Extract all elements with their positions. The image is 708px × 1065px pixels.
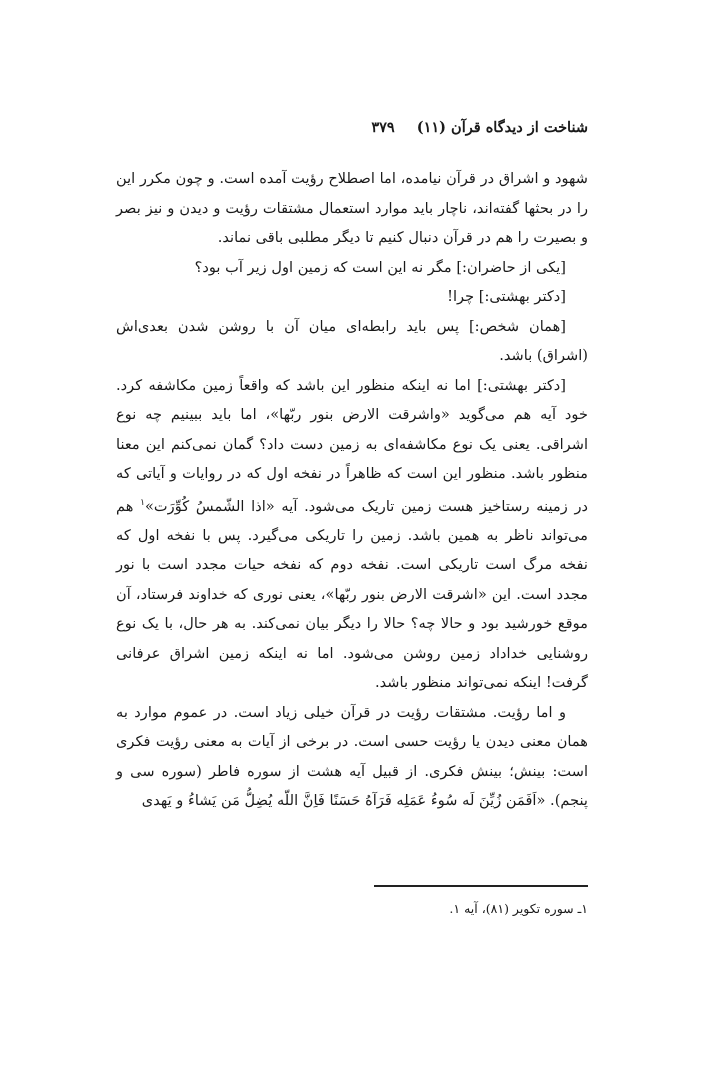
running-head-title: شناخت از دیدگاه قرآن (۱۱)	[416, 118, 588, 136]
footnote: ۱ـ سوره تکویر (۸۱)، آیه ۱.	[449, 901, 588, 916]
paragraph: [دکتر بهشتی:] چرا!	[447, 288, 566, 305]
paragraph-with-footnote	[116, 371, 588, 698]
footnote-divider	[374, 885, 588, 887]
paragraph-continuation: هم می‌تواند ناظر به همین باشد. زمین را تاریکی می‌گیرد. پس با نفخه اول که نفخه مرگ است تاریکی است. نفخه دوم که نفخه حیات مجدد است با نور مجدد است. این «اشرقت الارض بنور ربّها»، یعنی نوری که خداوند فرستاد، آن موقع خورشید بود و حالا چه؟ حالا را دیگر بیان نمی‌کند. به هر حال، با یک نوع روشنایی خداداد زمین روشن می‌شود. اما نه اینکه زمین اشراق عرفانی گرفت! اینکه نمی‌تواند منظور باشد.	[116, 497, 588, 692]
paragraph: [همان شخص:] پس باید رابطه‌ای میان آن با روشن شدن بعدی‌اش (اشراق) باشد.	[116, 317, 588, 364]
paragraph: و اما رؤیت. مشتقات رؤیت در قرآن خیلی زیاد است. در عموم موارد به همان معنی دیدن یا رؤیت حسی است. در برخی از آیات به معنی رؤیت فکری است: بینش؛ بینش فکری. از قبیل آیه هشت از سوره فاطر (سوره سی و پنجم). «اَفَمَن زُیِّنَ لَه سُوءُ عَمَلِه فَرَآهُ حَسَنًا فَاِنَّ اللّه یُضِلُّ مَن یَشاءُ و یَهدی	[116, 703, 588, 810]
running-head	[116, 112, 588, 142]
body-text	[116, 164, 588, 816]
book-page	[116, 112, 588, 952]
paragraph: [یکی از حاضران:] مگر نه این است که زمین اول زیر آب بود؟	[194, 258, 566, 276]
page-number: ۳۷۹	[371, 118, 395, 136]
paragraph-text: [دکتر بهشتی:] اما نه اینکه منظور این باشد که واقعاً زمین مکاشفه کرد. خود آیه هم می‌گوید «واشرقت الارض بنور ربّها»، اما باید ببینیم چه نوع اشراقی. یعنی یک نوع مکاشفه‌ای به زمین دست داد؟ گمان نمی‌کنم این معنا منظور باشد. منظور این است که ظاهراً در نفخه اول که در روایات و آیاتی که در زمینه رستاخیز هست زمین تاریک می‌شود. آیه «اذا الشّمسُ کُوِّرَت»	[116, 376, 589, 515]
paragraph: شهود و اشراق در قرآن نیامده، اما اصطلاح رؤیت آمده است. و چون مکرر این را در بحثها گفته‌اند، ناچار باید موارد استعمال مشتقات رؤیت و دیدن و نیز بصر و بصیرت را هم در قرآن دنبال کنیم تا دیگر مطلبی باقی نماند.	[116, 170, 588, 246]
footnote-reference: ۱	[140, 497, 145, 508]
